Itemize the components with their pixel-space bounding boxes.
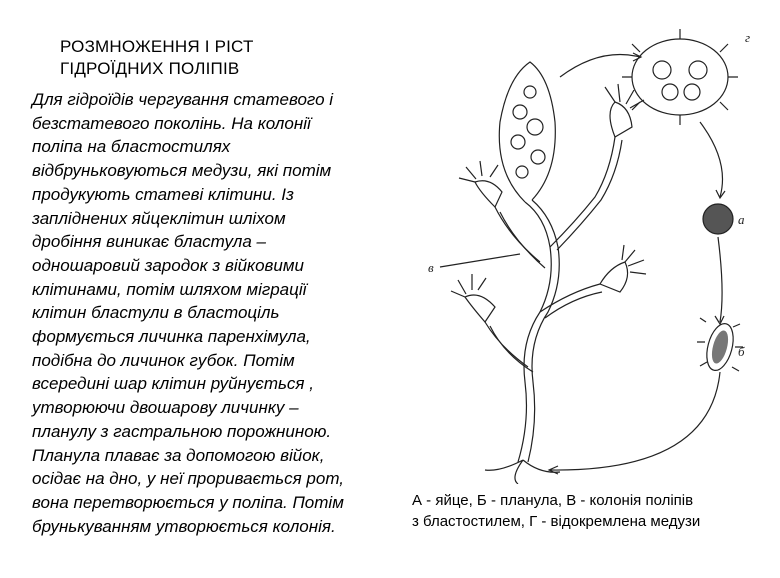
label-b: б — [738, 344, 745, 359]
cycle-arrow-mid — [718, 237, 722, 322]
polyp — [465, 295, 495, 322]
description-line: безстатевого поколінь. На колонії — [32, 113, 311, 133]
label-g: г — [745, 30, 751, 45]
caption-line-1: А - яйце, Б - планула, В - колонія поліпів — [412, 492, 694, 509]
slide-title — [60, 36, 390, 80]
label-v: в — [428, 260, 434, 275]
cycle-arrow-down — [700, 122, 723, 197]
description-line: подібна до личинок губок. Потім — [32, 350, 295, 370]
polyp — [475, 181, 502, 207]
pointer-line-v — [440, 254, 520, 267]
title-line-2: ГІДРОЇДНИХ ПОЛІПІВ — [60, 59, 240, 78]
description-line: відбруньковуються медузи, які потім — [32, 161, 332, 181]
life-cycle-drawing — [400, 22, 772, 484]
description-line: запліднених яйцеклітин шліхом — [32, 208, 286, 228]
polyp — [610, 102, 632, 137]
cycle-arrow-top — [560, 55, 640, 78]
label-a: а — [738, 212, 745, 227]
colony-roots — [485, 460, 560, 484]
description-line: одношаровий зародок з війковими — [32, 255, 304, 275]
cycle-arrow-up — [550, 372, 720, 470]
description-line: формується личинка паренхімула, — [32, 327, 311, 347]
description-line: продукують статеві клітини. Із — [32, 184, 294, 204]
description-text — [32, 88, 402, 538]
description-line: поліпа на бластостилях — [32, 137, 231, 157]
description-line: брунькуванням утворюється колонія. — [32, 516, 336, 536]
description-line: вона перетворюється у поліпа. Потім — [32, 492, 344, 512]
description-line: Планула плаває за допомогою війок, — [32, 445, 325, 465]
description-line: всередині шар клітин руйнується , — [32, 374, 314, 394]
description-line: клітинами, потім шляхом міграції — [32, 279, 307, 299]
description-line: дробіння виникає бластула – — [32, 232, 266, 252]
description-line: утворюючи двошарову личинку – — [32, 398, 299, 418]
title-line-1: РОЗМНОЖЕННЯ І РІСТ — [60, 37, 254, 56]
description-line: Для гідроїдів чергування статевого і — [32, 90, 334, 109]
description-line: клітин бластули в бластоціль — [32, 303, 280, 323]
caption-line-2: з бластостилем, Г - відокремлена медузи — [412, 513, 701, 530]
egg — [703, 204, 733, 234]
description-line: планулу з гастральною порожниною. — [32, 421, 332, 441]
hydroid-life-cycle-figure — [400, 22, 772, 484]
description-line: осідає на дно, у неї проривається рот, — [32, 469, 345, 489]
medusa — [632, 39, 728, 115]
blastostyle — [499, 62, 555, 202]
figure-caption — [412, 490, 774, 532]
polyp — [600, 262, 628, 292]
